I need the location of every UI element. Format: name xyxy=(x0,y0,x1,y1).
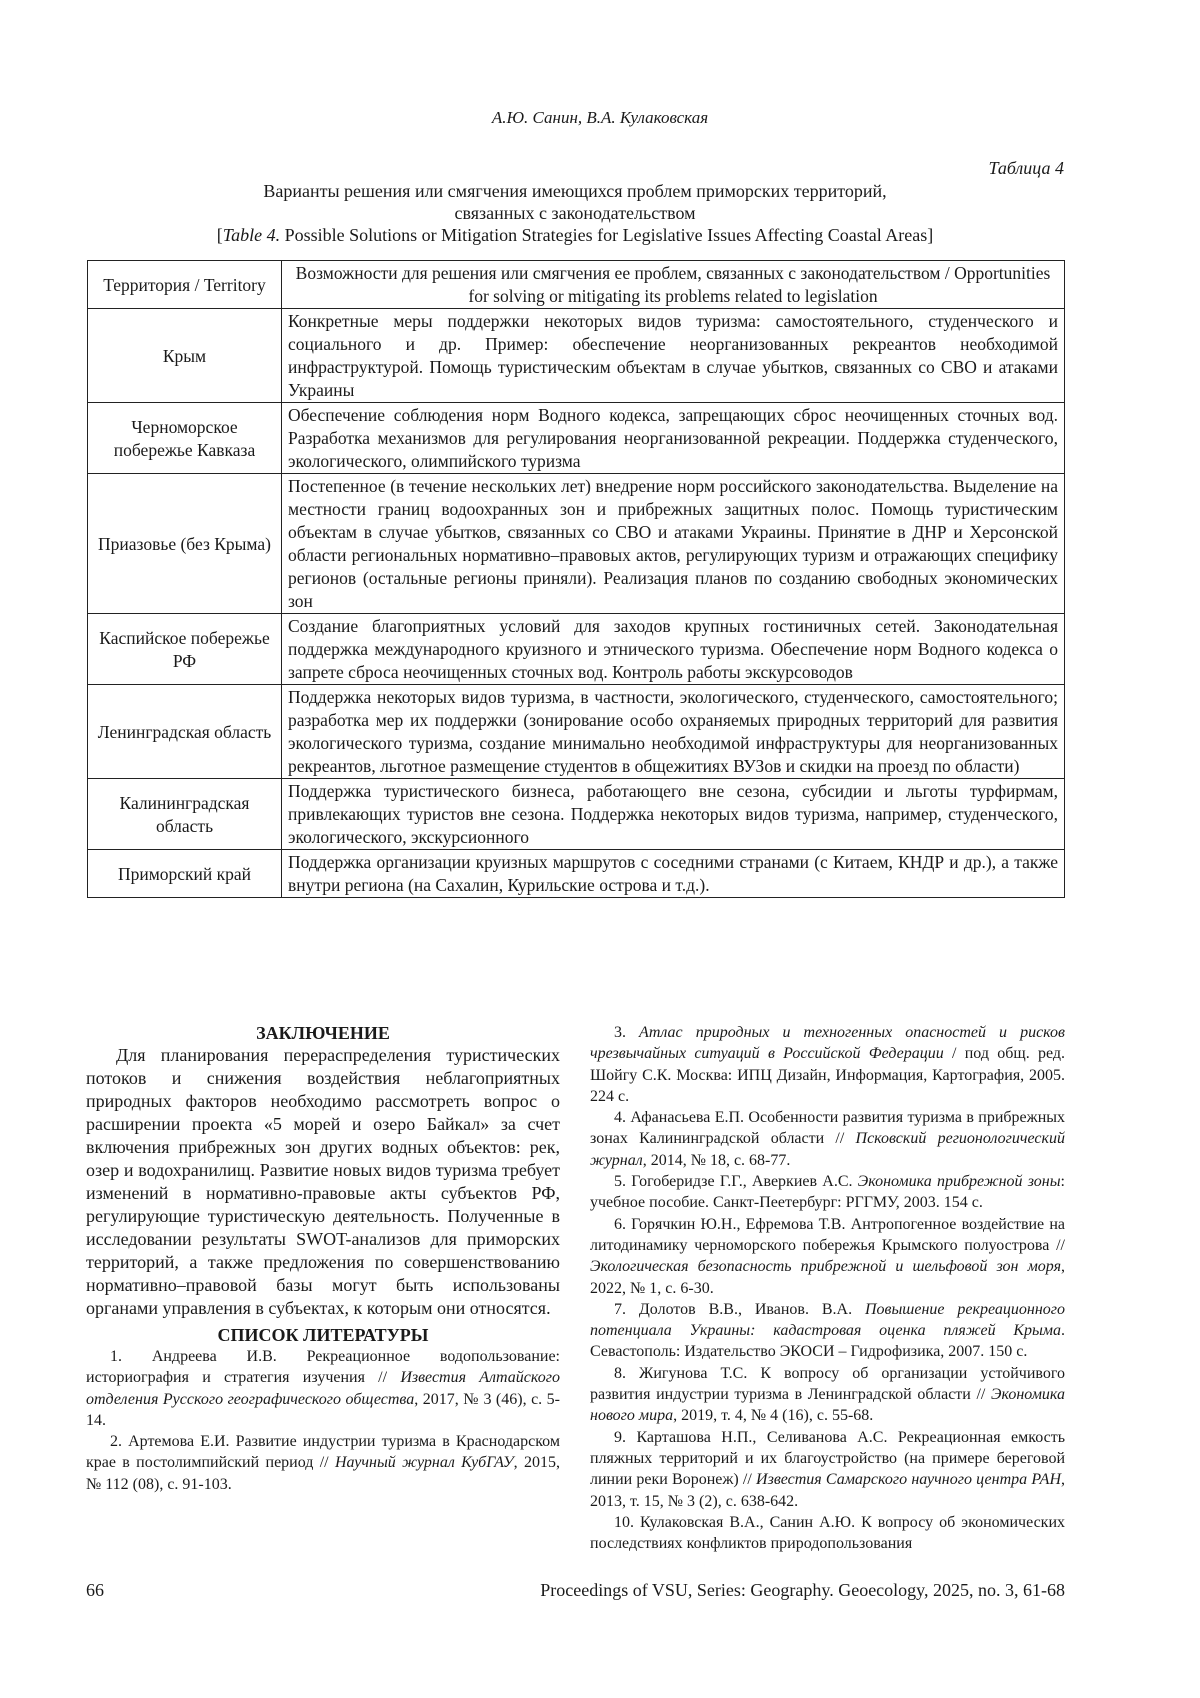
reference-text: 7. Долотов В.В., Иванов. В.А. xyxy=(614,1300,865,1318)
reference-italic-title: Известия Алтайского отделения Русского географического общества xyxy=(86,1369,560,1408)
table-row xyxy=(88,474,1065,614)
table-row xyxy=(88,403,1065,474)
territory-cell: Калининградская область xyxy=(88,779,282,850)
opportunity-cell: Поддержка некоторых видов туризма, в частности, экологического, студенческого, самостоятельного; разработка мер их поддержки (зонирование особо охраняемых природных территорий для развития экологического туризма, создание минимально необходимой инфраструктуры для неорганизованных рекреантов, льготное размещение студентов в общежитиях ВУЗов и скидки на проезд по области) xyxy=(282,685,1065,779)
reference-entry xyxy=(86,1346,560,1431)
reference-entry xyxy=(590,1299,1065,1363)
territory-cell: Крым xyxy=(88,309,282,403)
table-row xyxy=(88,614,1065,685)
opportunity-cell: Поддержка туристического бизнеса, работающего вне сезона, субсидии и льготы турфирмам, привлекающих туристов вне сезона. Поддержка некоторых видов туризма, например, студенческого, экологического, экскурсионного xyxy=(282,779,1065,850)
reference-italic-title: Экологическая безопасность прибрежной и шельфовой зон моря xyxy=(590,1258,1061,1276)
references-heading: СПИСОК ЛИТЕРАТУРЫ xyxy=(217,1325,429,1345)
reference-text: 5. Гогоберидзе Г.Г., Аверкиев А.С. xyxy=(614,1173,858,1191)
reference-list-left xyxy=(86,1346,560,1495)
running-header-authors: А.Ю. Санин, В.А. Кулаковская xyxy=(491,108,709,127)
reference-text: 6. Горячкин Ю.Н., Ефремова Т.В. Антропогенное воздействие на литодинамику черноморского побережья Крымского полуострова // xyxy=(590,1215,1065,1254)
reference-entry xyxy=(590,1363,1065,1427)
table-label: Таблица 4 xyxy=(988,158,1064,178)
reference-italic-title: Повышение рекреационного потенциала Украины: кадастровая оценка пляжей Крыма xyxy=(590,1300,1065,1340)
table-caption-english xyxy=(86,224,1064,246)
reference-text: , 2019, т. 4, № 4 (16), с. 55-68. xyxy=(673,1407,874,1425)
reference-text: : учебное пособие. Санкт-Пеетербург: РГГМУ, 2003. 154 с. xyxy=(590,1173,1065,1212)
table-row xyxy=(88,685,1065,779)
table-caption-line2: связанных с законодательством xyxy=(454,203,696,223)
reference-entry xyxy=(590,1107,1065,1171)
opportunity-cell: Конкретные меры поддержки некоторых видов туризма: самостоятельного, студенческого и социального и др. Пример: обеспечение неорганизованных рекреантов необходимой инфраструктурой. Помощь туристическим объектам в случае убытков, связанных со СВО и атаками Украины xyxy=(282,309,1065,403)
table-row xyxy=(88,309,1065,403)
territory-cell: Каспийское побережье РФ xyxy=(88,614,282,685)
reference-italic-title: Псковский регионологический журнал xyxy=(590,1130,1065,1169)
reference-text: 9. Карташова Н.П., Селиванова А.С. Рекреационная емкость пляжных территорий и их благоустройство (на примере береговой линии реки Воронеж) // xyxy=(590,1428,1065,1489)
reference-italic-title: Экономика прибрежной зоны xyxy=(857,1173,1061,1191)
conclusion-heading: ЗАКЛЮЧЕНИЕ xyxy=(256,1023,390,1043)
column-header-territory: Территория / Territory xyxy=(88,261,282,309)
reference-list-right xyxy=(590,1022,1065,1554)
right-text-column xyxy=(590,1022,1065,1554)
journal-citation: Proceedings of VSU, Series: Geography. Geoecology, 2025, no. 3, 61-68 xyxy=(540,1580,1065,1600)
table-row xyxy=(88,850,1065,898)
reference-italic-title: Атлас природных и техногенных опасностей и рисков чрезвычайных ситуаций в Российской Федерации xyxy=(590,1024,1066,1063)
reference-entry xyxy=(86,1431,560,1495)
reference-text: / под общ. ред. Шойгу С.К. Москва: ИПЦ Дизайн, Информация, Картография, 2005. 224 с. xyxy=(590,1045,1065,1105)
page-number: 66 xyxy=(86,1580,104,1600)
conclusion-paragraph: Для планирования перераспределения туристических потоков и снижения воздействия неблагоприятных природных факторов необходимо рассмотреть вопрос о расширении проекта «5 морей и озеро Байкал» за счет включения прибрежных зон других водных объектов: рек, озер и водохранилищ. Развитие новых видов туризма требует изменений в нормативно-правовые акты субъектов РФ, регулирующие туристическую деятельность. Полученные в исследовании результаты SWOT-анализов для приморских территорий, а также предложения по совершенствованию нормативно–правовой базы могут быть использованы органами управления в субъектах, к которым они относятся. xyxy=(86,1045,560,1318)
reference-entry xyxy=(590,1022,1065,1107)
opportunity-cell: Создание благоприятных условий для заходов крупных гостиничных сетей. Законодательная поддержка международного круизного и этнического туризма. Обеспечение норм Водного кодекса о запрете сброса неочищенных сточных вод. Контроль работы экскурсоводов xyxy=(282,614,1065,685)
territory-cell: Приморский край xyxy=(88,850,282,898)
reference-italic-title: Экономика нового мира xyxy=(590,1386,1065,1425)
reference-text: , 2017, № 3 (46), с. 5-14. xyxy=(86,1390,560,1429)
caption-table-number: Table 4. xyxy=(222,225,281,245)
reference-text: 2. Артемова Е.И. Развитие индустрии туризма в Краснодарском крае в постолимпийский период // xyxy=(86,1433,560,1472)
reference-text: 1. Андреева И.В. Рекреационное водопользование: историография и стратегия изучения // xyxy=(86,1348,560,1387)
table-header-row xyxy=(88,261,1065,309)
table-caption-line1: Варианты решения или смягчения имеющихся проблем приморских территорий, xyxy=(263,181,887,201)
caption-english-title: Possible Solutions or Mitigation Strategies for Legislative Issues Affecting Coastal Areas] xyxy=(280,225,934,245)
reference-text: 8. Жигунова Т.С. К вопросу об организации устойчивого развития индустрии туризма в Ленинградской области // xyxy=(590,1364,1065,1404)
reference-entry xyxy=(590,1427,1065,1512)
reference-text: , 2022, № 1, с. 6-30. xyxy=(590,1258,1065,1297)
reference-text: , 2013, т. 15, № 3 (2), с. 638-642. xyxy=(590,1471,1066,1510)
opportunity-cell: Обеспечение соблюдения норм Водного кодекса, запрещающих сброс неочищенных сточных вод. Разработка механизмов для регулирования неорганизованной рекреации. Поддержка студенческого, экологического, олимпийского туризма xyxy=(282,403,1065,474)
reference-text: 3. xyxy=(614,1024,640,1041)
reference-text: , 2015, № 112 (08), с. 91-103. xyxy=(86,1454,560,1493)
solutions-table xyxy=(87,260,1065,898)
reference-entry xyxy=(590,1214,1065,1299)
reference-text: , 2014, № 18, с. 68-77. xyxy=(642,1151,791,1169)
opportunity-cell: Постепенное (в течение нескольких лет) внедрение норм российского законодательства. Выделение на местности границ водоохранных зон и прибрежных защитных полос. Помощь туристическим объектам в случае убытков, связанных со СВО и атаками Украины. Принятие в ДНР и Херсонской области региональных нормативно–правовых актов, регулирующих туризм и отражающих специфику регионов (остальные регионы приняли). Реализация планов по созданию свободных экономических зон xyxy=(282,474,1065,614)
reference-text: . Севастополь: Издательство ЭКОСИ – Гидрофизика, 2007. 150 с. xyxy=(590,1322,1065,1361)
reference-text: 4. Афанасьева Е.П. Особенности развития туризма в прибрежных зонах Калининградской области // xyxy=(590,1109,1065,1148)
territory-cell: Черноморское побережье Кавказа xyxy=(88,403,282,474)
territory-cell: Ленинградская область xyxy=(88,685,282,779)
opportunity-cell: Поддержка организации круизных маршрутов с соседними странами (с Китаем, КНДР и др.), а также внутри региона (на Сахалин, Курильские острова и т.д.). xyxy=(282,850,1065,898)
caption-bracket: [ xyxy=(216,225,223,245)
table-row xyxy=(88,779,1065,850)
territory-cell: Приазовье (без Крыма) xyxy=(88,474,282,614)
reference-italic-title: Известия Самарского научного центра РАН xyxy=(756,1471,1062,1489)
reference-text: 10. Кулаковская В.А., Санин А.Ю. К вопросу об экономических последствиях конфликтов природопользования xyxy=(590,1513,1065,1553)
reference-entry xyxy=(590,1512,1065,1555)
reference-italic-title: Научный журнал КубГАУ xyxy=(334,1454,514,1472)
left-text-column xyxy=(86,1022,560,1495)
table-caption xyxy=(86,180,1064,246)
reference-entry xyxy=(590,1171,1065,1214)
column-header-opportunities: Возможности для решения или смягчения ее проблем, связанных с законодательством / Opportunities for solving or mitigating its problems related to legislation xyxy=(282,261,1065,309)
